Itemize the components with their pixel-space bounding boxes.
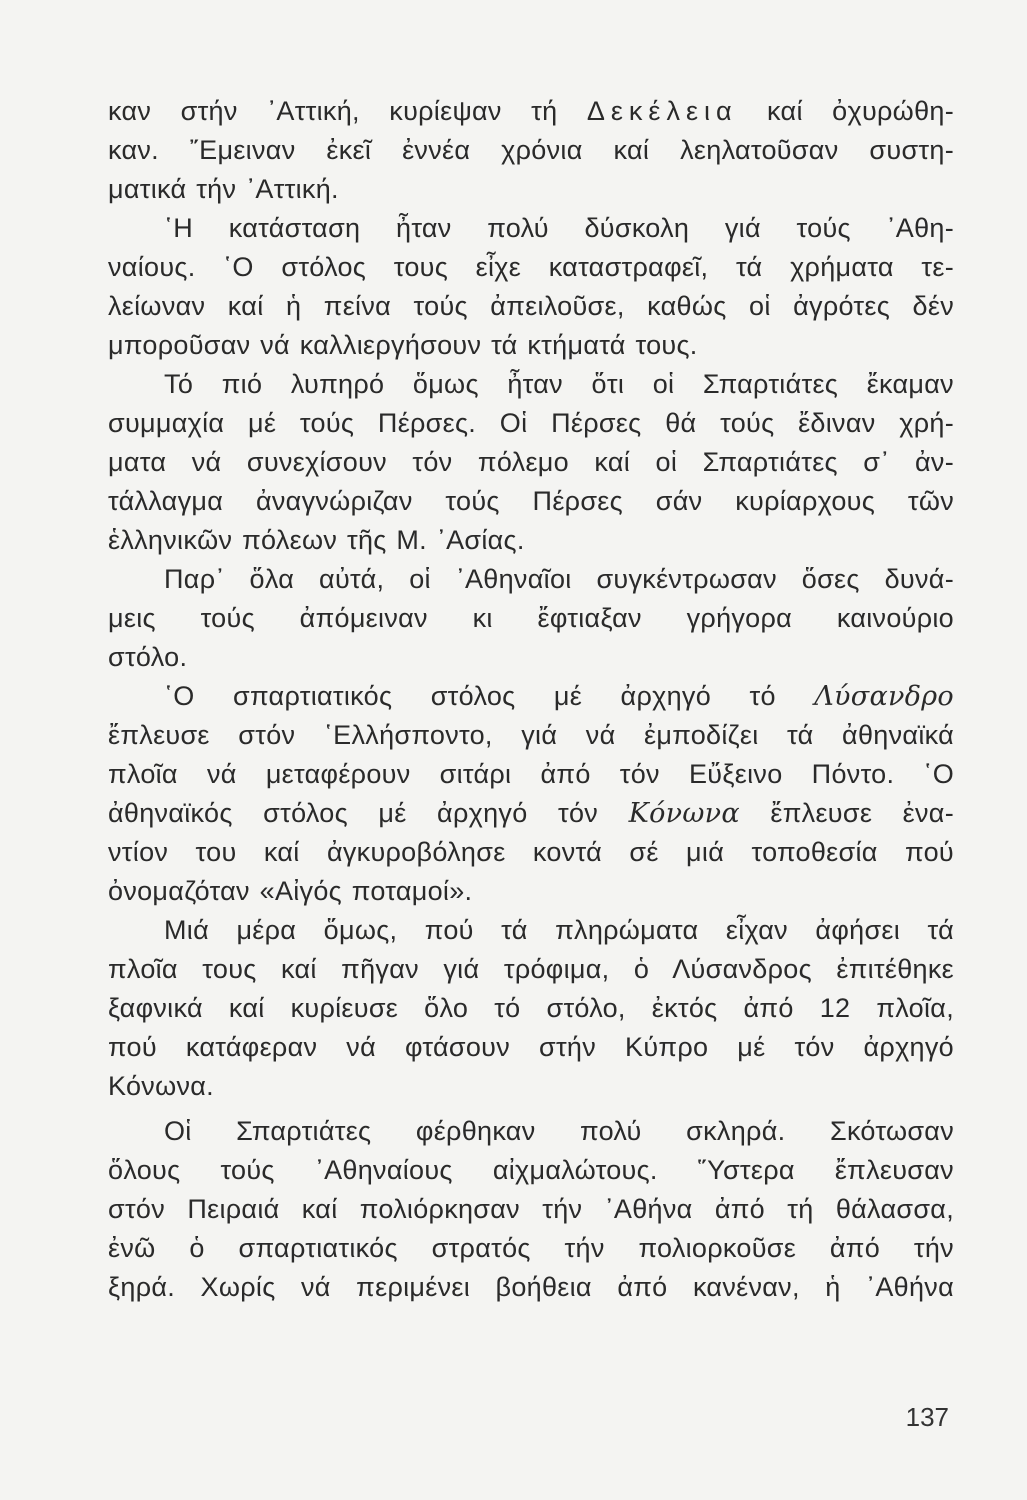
text-run: μποροῦσαν νά καλλιεργήσουν τά κτήματά τους. bbox=[108, 330, 698, 360]
italic-name: Κόνωνα bbox=[628, 798, 740, 829]
text-line bbox=[108, 872, 954, 911]
paragraph bbox=[108, 677, 954, 911]
text-line bbox=[108, 755, 954, 794]
text-line bbox=[108, 911, 954, 950]
text-line bbox=[108, 443, 954, 482]
text-run: ματικά τήν ᾿Αττική. bbox=[108, 174, 339, 204]
text-run: ἔπλευσε στόν ῾Ελλήσποντο, γιά νά ἐμποδίζει τά ἀθηναϊκά bbox=[108, 720, 954, 750]
text-line bbox=[108, 794, 954, 833]
text-line bbox=[108, 1067, 954, 1106]
spaced-name: Δεκέλεια bbox=[586, 96, 738, 126]
text-run: Τό πιό λυπηρό ὅμως ἦταν ὅτι οἱ Σπαρτιάτες ἔκαμαν bbox=[164, 369, 954, 399]
text-run: πού κατάφεραν νά φτάσουν στήν Κύπρο μέ τόν ἀρχηγό bbox=[108, 1032, 954, 1062]
text-line bbox=[108, 950, 954, 989]
text-line bbox=[108, 560, 954, 599]
paragraph bbox=[108, 92, 954, 209]
text-line bbox=[108, 248, 954, 287]
text-line bbox=[108, 638, 954, 677]
text-run: μεις τούς ἀπόμειναν κι ἔφτιαξαν γρήγορα καινούριο bbox=[108, 603, 954, 633]
page-number: 137 bbox=[905, 1402, 949, 1432]
text-body bbox=[108, 92, 954, 1307]
text-run: ἑλληνικῶν πόλεων τῆς Μ. ᾿Ασίας. bbox=[108, 525, 525, 555]
text-run: ἀθηναϊκός στόλος μέ ἀρχηγό τόν bbox=[108, 798, 629, 828]
paragraph bbox=[108, 560, 954, 677]
text-run: ῾Η κατάσταση ἦταν πολύ δύσκολη γιά τούς ᾿Αθη- bbox=[164, 213, 954, 243]
text-line bbox=[108, 482, 954, 521]
text-line bbox=[108, 92, 954, 131]
italic-name: Λύσανδρο bbox=[814, 681, 954, 712]
text-line bbox=[108, 365, 954, 404]
text-run: καί ὀχυρώθη- bbox=[737, 96, 954, 126]
text-line bbox=[108, 1028, 954, 1067]
text-run: ναίους. ῾Ο στόλος τους εἶχε καταστραφεῖ, τά χρήματα τε- bbox=[108, 252, 954, 282]
text-line bbox=[108, 1151, 954, 1190]
text-line bbox=[108, 404, 954, 443]
text-run: στόλο. bbox=[108, 642, 188, 672]
paragraph bbox=[108, 911, 954, 1106]
text-line bbox=[108, 677, 954, 716]
text-run: ξηρά. Χωρίς νά περιμένει βοήθεια ἀπό κανέναν, ἡ ᾿Αθήνα bbox=[108, 1272, 954, 1302]
text-run: ὅλους τούς ᾿Αθηναίους αἰχμαλώτους. ῞Υστερα ἔπλευσαν bbox=[108, 1155, 954, 1185]
text-line bbox=[108, 989, 954, 1028]
text-line bbox=[108, 1190, 954, 1229]
text-run: ξαφνικά καί κυρίευσε ὅλο τό στόλο, ἐκτός ἀπό 12 πλοῖα, bbox=[108, 993, 954, 1023]
text-line bbox=[108, 1229, 954, 1268]
text-line bbox=[108, 287, 954, 326]
paragraph bbox=[108, 1112, 954, 1307]
text-line bbox=[108, 170, 954, 209]
paragraph bbox=[108, 209, 954, 365]
text-run: λείωναν καί ἡ πείνα τούς ἀπειλοῦσε, καθώς οἱ ἀγρότες δέν bbox=[108, 291, 954, 321]
paragraph bbox=[108, 365, 954, 560]
text-run: πλοῖα τους καί πῆγαν γιά τρόφιμα, ὁ Λύσανδρος ἐπιτέθηκε bbox=[108, 954, 954, 984]
text-line bbox=[108, 1112, 954, 1151]
text-run: ἐνῶ ὁ σπαρτιατικός στρατός τήν πολιορκοῦσε ἀπό τήν bbox=[108, 1233, 954, 1263]
text-run: συμμαχία μέ τούς Πέρσες. Οἱ Πέρσες θά τούς ἔδιναν χρή- bbox=[108, 408, 954, 438]
text-run: Παρ᾿ ὅλα αὐτά, οἱ ᾿Αθηναῖοι συγκέντρωσαν ὅσες δυνά- bbox=[164, 564, 954, 594]
text-line bbox=[108, 521, 954, 560]
text-run: ντίον του καί ἀγκυροβόλησε κοντά σέ μιά τοποθεσία πού bbox=[108, 837, 954, 867]
text-run: καν στήν ᾿Αττική, κυρίεψαν τή bbox=[108, 96, 587, 126]
text-run: Κόνωνα. bbox=[108, 1071, 214, 1101]
text-run: ὀνομαζόταν «Αἰγός ποταμοί». bbox=[108, 876, 473, 906]
text-run: ἔπλευσε ἐνα- bbox=[739, 798, 954, 828]
text-run: Μιά μέρα ὅμως, πού τά πληρώματα εἶχαν ἀφήσει τά bbox=[164, 915, 954, 945]
text-run: ῾Ο σπαρτιατικός στόλος μέ ἀρχηγό τό bbox=[164, 681, 815, 711]
text-run: πλοῖα νά μεταφέρουν σιτάρι ἀπό τόν Εὔξεινο Πόντο. ῾Ο bbox=[108, 759, 954, 789]
text-run: στόν Πειραιά καί πολιόρκησαν τήν ᾿Αθήνα ἀπό τή θάλασσα, bbox=[108, 1194, 954, 1224]
text-run: ματα νά συνεχίσουν τόν πόλεμο καί οἱ Σπαρτιάτες σ᾿ ἀν- bbox=[108, 447, 954, 477]
text-line bbox=[108, 833, 954, 872]
text-line bbox=[108, 716, 954, 755]
text-line bbox=[108, 599, 954, 638]
text-line bbox=[108, 1268, 954, 1307]
text-line bbox=[108, 131, 954, 170]
text-run: τάλλαγμα ἀναγνώριζαν τούς Πέρσες σάν κυρίαρχους τῶν bbox=[108, 486, 954, 516]
text-run: καν. ῎Εμειναν ἐκεῖ ἐννέα χρόνια καί λεηλατοῦσαν συστη- bbox=[108, 135, 954, 165]
text-line bbox=[108, 209, 954, 248]
text-run: Οἱ Σπαρτιάτες φέρθηκαν πολύ σκληρά. Σκότωσαν bbox=[164, 1116, 954, 1146]
text-line bbox=[108, 326, 954, 365]
